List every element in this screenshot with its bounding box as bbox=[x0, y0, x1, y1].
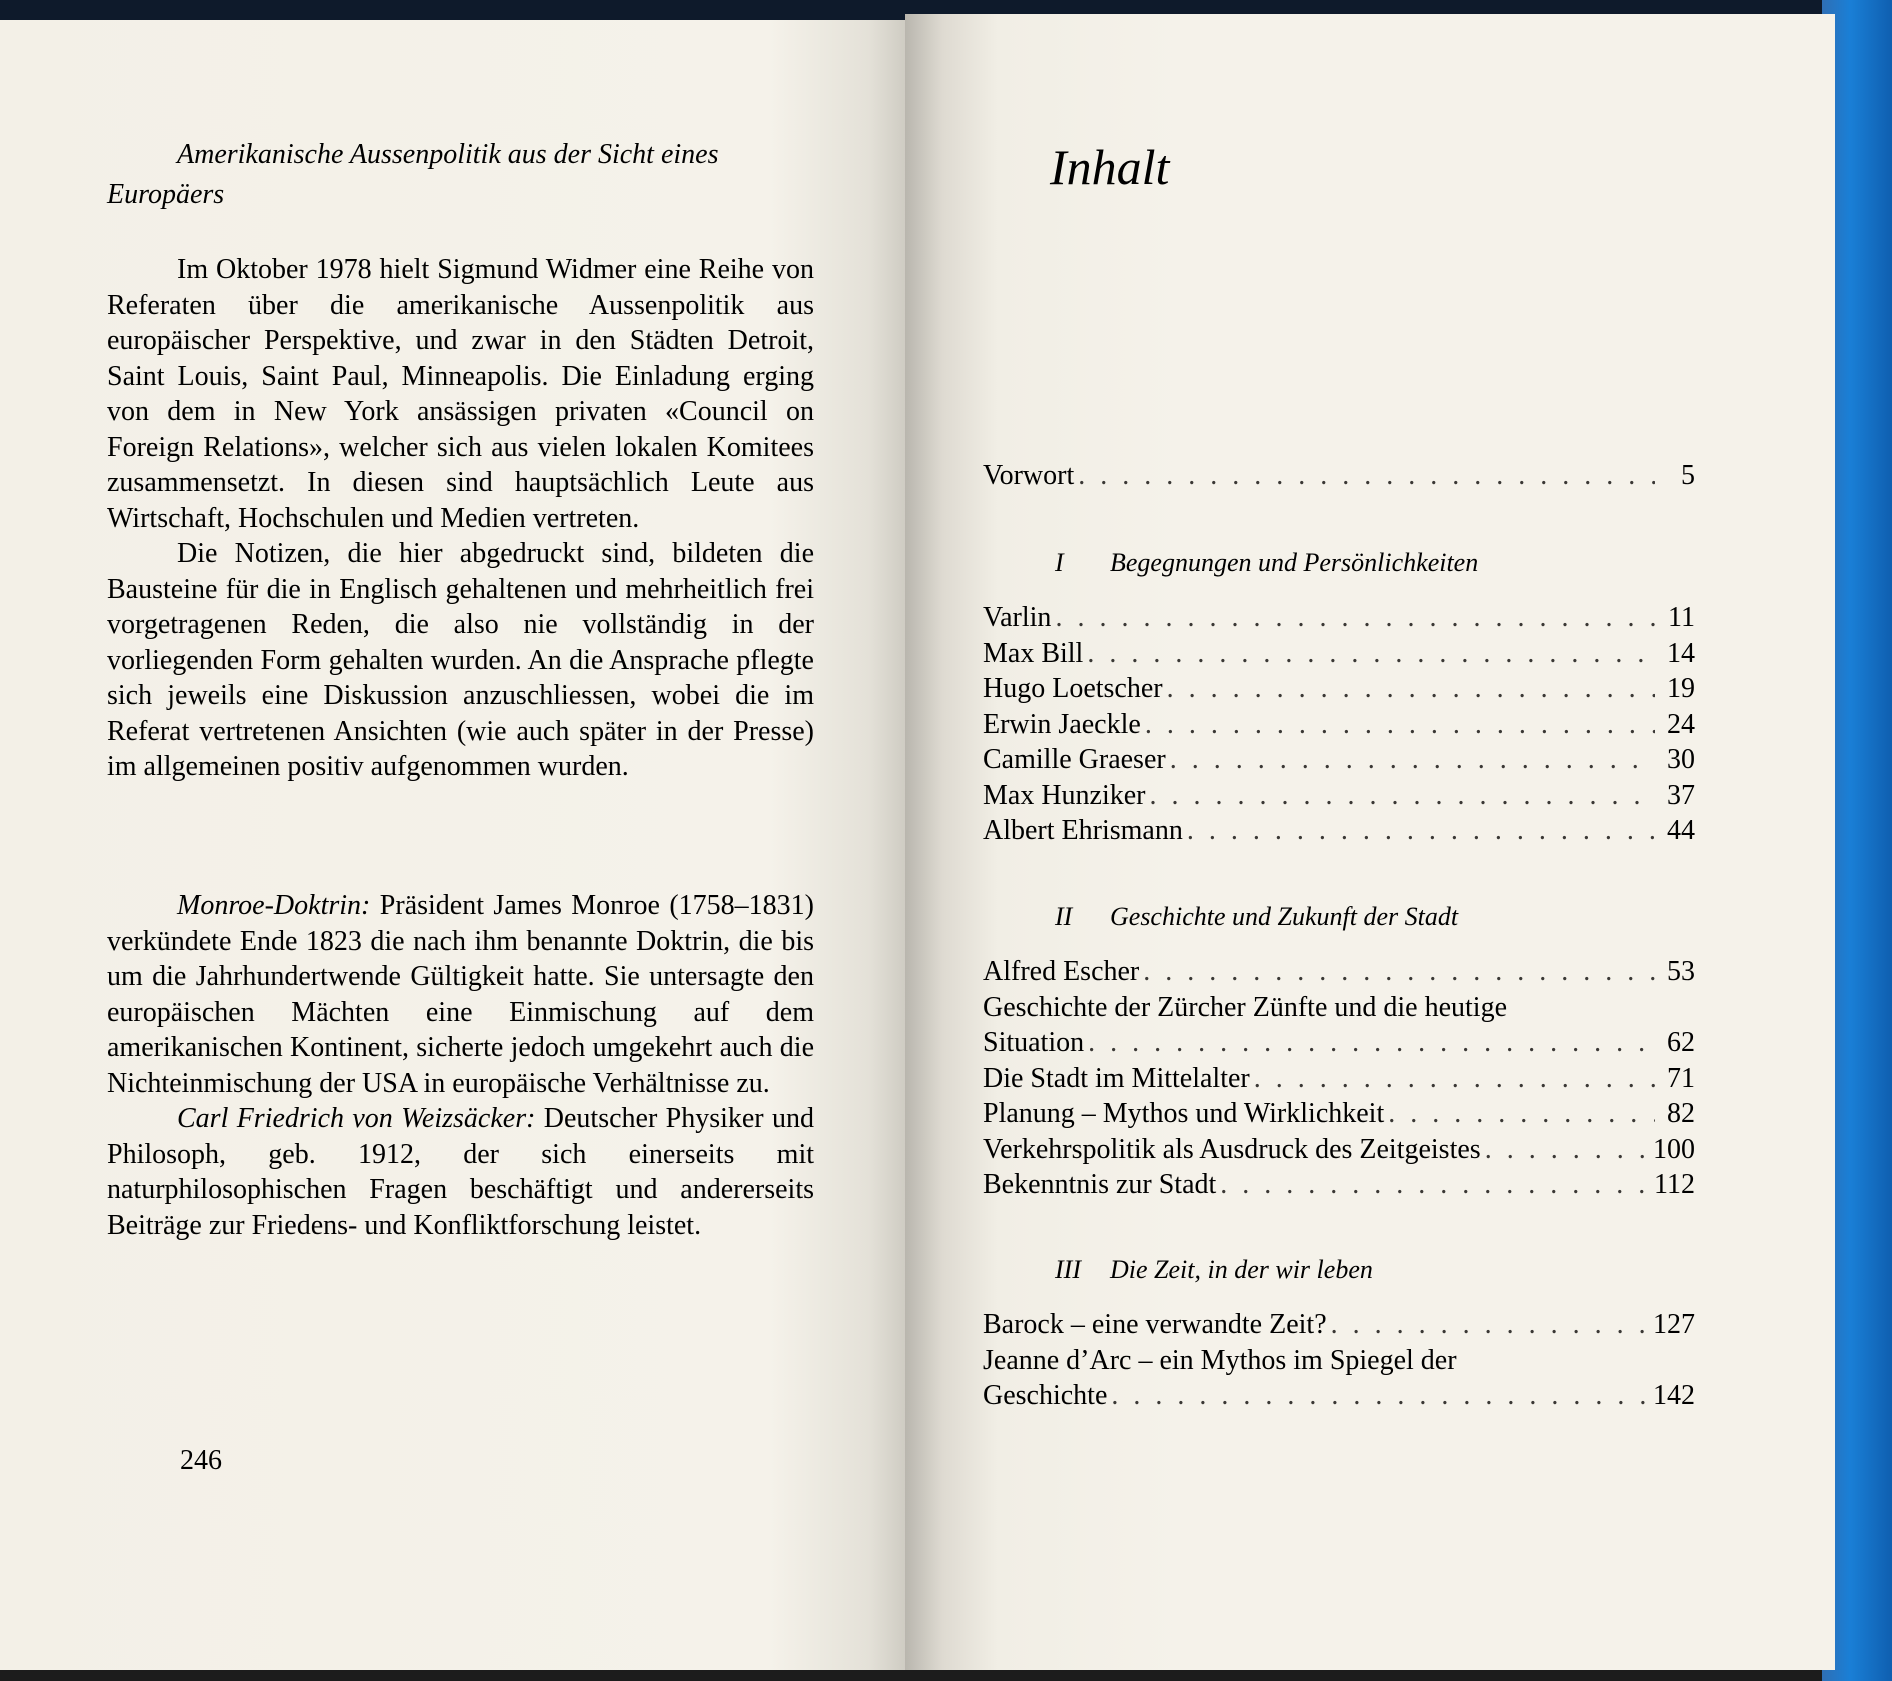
toc-entry bbox=[983, 742, 1695, 778]
toc-dot-leader bbox=[1139, 954, 1655, 990]
toc-entry-title: Max Bill bbox=[983, 637, 1084, 669]
toc-entry-title: Planung – Mythos und Wirklichkeit bbox=[983, 1098, 1385, 1129]
toc-dot-leader bbox=[1327, 1307, 1653, 1343]
toc-entry-title: Max Hunziker bbox=[983, 779, 1146, 811]
toc-section-list bbox=[983, 1307, 1695, 1414]
toc-dot-leader bbox=[1166, 742, 1655, 778]
section-title: Die Zeit, in der wir leben bbox=[1110, 1255, 1373, 1284]
toc-entry bbox=[983, 1132, 1695, 1168]
toc-entry-title: Geschichte der Zürcher Zünfte und die heutige bbox=[983, 991, 1508, 1023]
note bbox=[107, 888, 814, 1101]
toc-entry-page: 5 bbox=[1681, 460, 1695, 491]
note-text: Deutscher Physiker und Philosoph, geb. 1912, der sich einerseits mit naturphilosophischen Fragen beschäftigt und andererseits Beiträge zur Friedens- und Konfliktforschung leistet. bbox=[107, 1103, 814, 1241]
toc-dot-leader bbox=[1051, 600, 1655, 636]
toc-entry-title: Alfred Escher bbox=[983, 956, 1140, 987]
toc-entry bbox=[983, 954, 1695, 990]
toc-entry-title: Jeanne d’Arc – ein Mythos im Spiegel der bbox=[983, 1344, 1457, 1376]
toc-entry-title: Verkehrspolitik als Ausdruck des Zeitgeistes bbox=[983, 1133, 1481, 1165]
toc-entry bbox=[983, 1167, 1695, 1203]
toc-dot-leader bbox=[1083, 636, 1655, 672]
toc-dot-leader bbox=[1084, 1025, 1655, 1061]
section-title: Begegnungen und Persönlichkeiten bbox=[1110, 548, 1479, 577]
toc-dot-leader bbox=[1250, 1061, 1655, 1097]
left-page-notes bbox=[107, 888, 814, 1243]
toc-entry bbox=[983, 1343, 1695, 1379]
toc-section-list bbox=[983, 600, 1695, 849]
toc-entry bbox=[983, 600, 1695, 636]
toc-entry bbox=[983, 813, 1695, 849]
toc-dot-leader bbox=[1481, 1132, 1653, 1168]
left-page-body bbox=[107, 252, 814, 785]
note-text: Präsident James Monroe (1758–1831) verkündete Ende 1823 die nach ihm benannte Doktrin, die bis um die Jahrhundertwende Gültigkeit hatte. Sie untersagte den europäischen Mächten eine Einmischung auf dem amerikanischen Kontinent, sicherte jedoch umgekehrt auch die Nichteinmischung der USA in europäische Verhältnisse zu. bbox=[107, 890, 814, 1099]
toc-entry-page: 62 bbox=[1667, 1027, 1695, 1058]
toc-section-heading bbox=[1055, 1255, 1373, 1285]
note bbox=[107, 1101, 814, 1243]
toc-entry bbox=[983, 1096, 1695, 1132]
left-page-heading: Amerikanische Aussenpolitik aus der Sicht eines Europäers bbox=[107, 139, 719, 210]
toc-entry-page: 53 bbox=[1667, 956, 1695, 987]
toc-entry-title: Camille Graeser bbox=[983, 744, 1166, 775]
toc-entry-title: Die Stadt im Mittelalter bbox=[983, 1062, 1250, 1094]
toc-dot-leader bbox=[1384, 1096, 1655, 1132]
toc-dot-leader bbox=[1216, 1167, 1654, 1203]
toc-section-heading bbox=[1055, 902, 1458, 932]
toc-entry bbox=[983, 671, 1695, 707]
toc-entry-page: 71 bbox=[1667, 1062, 1695, 1094]
toc-entry-title: Varlin bbox=[983, 602, 1052, 633]
note-term: Monroe-Doktrin: bbox=[177, 890, 371, 921]
toc-entry-title: Situation bbox=[983, 1027, 1085, 1058]
toc-dot-leader bbox=[1074, 458, 1655, 494]
page-number: 246 bbox=[180, 1445, 222, 1476]
toc-entry-page: 11 bbox=[1668, 602, 1695, 633]
toc-vorwort bbox=[983, 458, 1695, 494]
toc-entry-page: 112 bbox=[1654, 1169, 1695, 1200]
toc-entry-page: 14 bbox=[1667, 637, 1695, 669]
toc-entry bbox=[983, 636, 1695, 672]
toc-entry-page: 19 bbox=[1667, 673, 1695, 704]
toc-entry-page: 37 bbox=[1667, 779, 1695, 811]
toc-dot-leader bbox=[1146, 778, 1655, 814]
toc-entry-page: 127 bbox=[1653, 1309, 1695, 1340]
section-title: Geschichte und Zukunft der Stadt bbox=[1110, 902, 1459, 931]
toc-dot-leader bbox=[1141, 707, 1655, 743]
toc-entry bbox=[983, 990, 1695, 1026]
paragraph: Im Oktober 1978 hielt Sigmund Widmer eine Reihe von Referaten über die amerikanische Aussenpolitik aus europäischer Perspektive, und zwar in den Städten Detroit, Saint Louis, Saint Paul, Minneapolis. Die Einladung erging von dem in New York ansässigen privaten «Council on Foreign Relations», welcher sich aus vielen lokalen Komitees zusammensetzt. In diesen sind hauptsächlich Leute aus Wirtschaft, Hochschulen und Medien vertreten. bbox=[107, 254, 814, 534]
toc-entry bbox=[983, 1025, 1695, 1061]
toc-entry-page: 30 bbox=[1667, 744, 1695, 775]
toc-title: Inhalt bbox=[1050, 139, 1170, 195]
toc-dot-leader bbox=[1163, 671, 1655, 707]
toc-entry-title: Erwin Jaeckle bbox=[983, 708, 1141, 740]
toc-entry bbox=[983, 1378, 1695, 1414]
toc-section-heading bbox=[1055, 548, 1478, 578]
section-number: III bbox=[1055, 1255, 1081, 1284]
toc-entry-title: Geschichte bbox=[983, 1380, 1108, 1411]
toc-entry bbox=[983, 778, 1695, 814]
toc-entry-title: Bekenntnis zur Stadt bbox=[983, 1169, 1217, 1200]
toc-entry-page: 44 bbox=[1667, 815, 1695, 846]
toc-entry-title: Vorwort bbox=[983, 460, 1075, 491]
toc-dot-leader bbox=[1183, 813, 1655, 849]
toc-entry bbox=[983, 1307, 1695, 1343]
toc-entry bbox=[983, 458, 1695, 494]
section-number: I bbox=[1055, 548, 1064, 577]
note-term: Carl Friedrich von Weizsäcker: bbox=[177, 1103, 536, 1134]
section-number: II bbox=[1055, 902, 1073, 931]
toc-entry-page: 24 bbox=[1667, 708, 1695, 740]
toc-entry bbox=[983, 1061, 1695, 1097]
toc-entry-title: Albert Ehrismann bbox=[983, 815, 1183, 846]
toc-entry bbox=[983, 707, 1695, 743]
toc-entry-title: Hugo Loetscher bbox=[983, 673, 1163, 704]
toc-dot-leader bbox=[1107, 1378, 1653, 1414]
toc-entry-page: 82 bbox=[1667, 1098, 1695, 1129]
toc-entry-page: 100 bbox=[1653, 1133, 1695, 1165]
toc-section-list bbox=[983, 954, 1695, 1203]
paragraph: Die Notizen, die hier abgedruckt sind, bildeten die Bausteine für die in Englisch gehaltenen und mehrheitlich frei vorgetragenen Reden, die also nie vollständig in der vorliegenden Form gehalten wurden. An die Ansprache pflegte sich jeweils eine Diskussion anzuschliessen, wobei die im Referat vertretenen Ansichten (wie auch später in der Presse) im allgemeinen positiv aufgenommen wurden. bbox=[107, 538, 814, 782]
toc-entry-page: 142 bbox=[1653, 1380, 1695, 1411]
toc-entry-title: Barock – eine verwandte Zeit? bbox=[983, 1309, 1327, 1340]
